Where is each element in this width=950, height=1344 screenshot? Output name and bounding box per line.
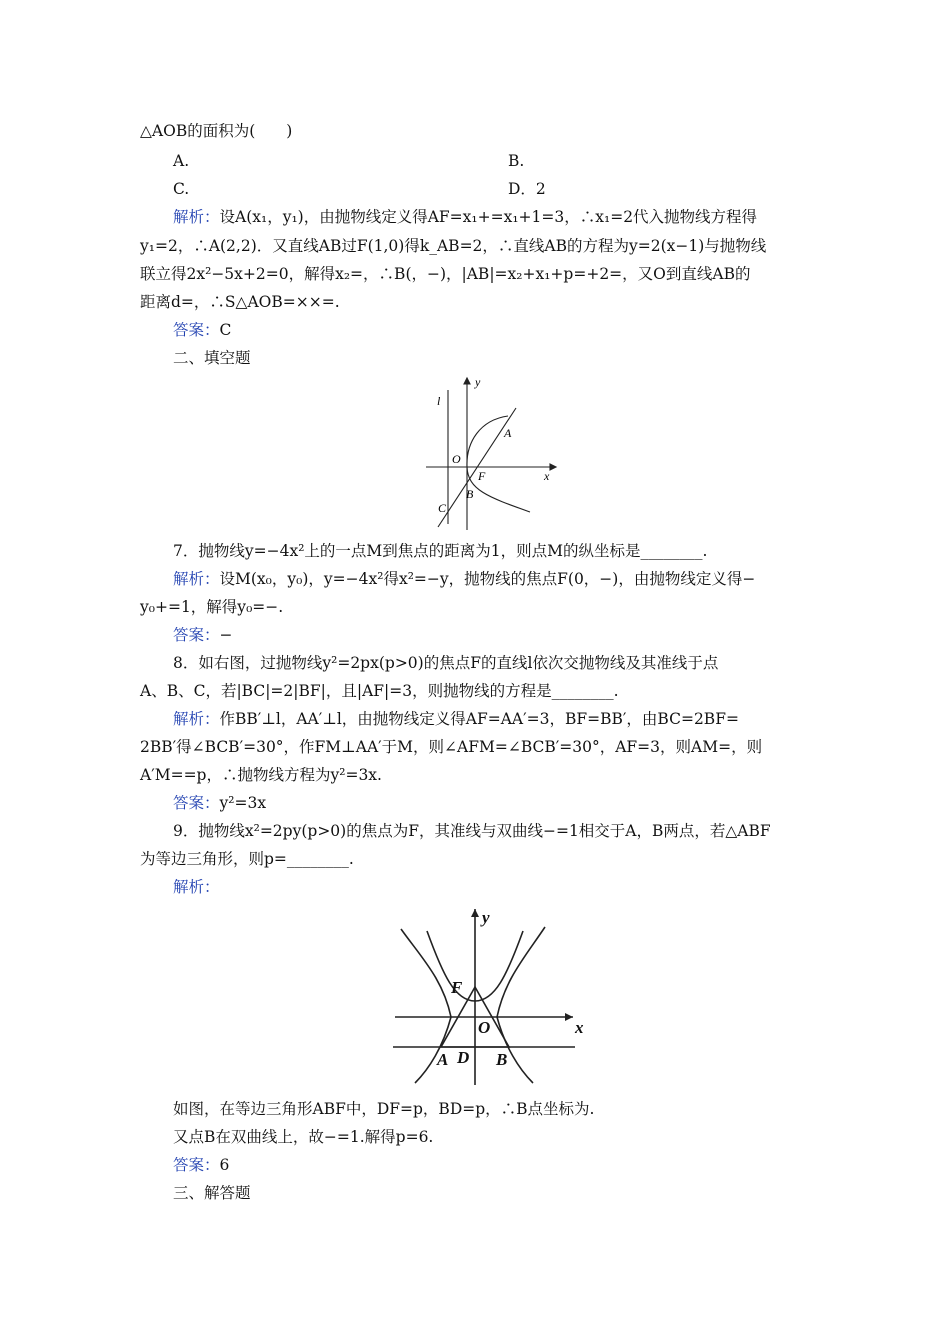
answer-value: − [219,626,233,644]
q8-answer [173,793,266,813]
fig2-label-b: B [496,1050,508,1069]
q6-solution-line-4: 距离d=，∴S△AOB=××=. [140,293,340,311]
q6-solution-line-3: 联立得2x²−5x+2=0，解得x₂=，∴B(，−)，|AB|=x₂+x₁+p=+2=，又O到直线AB的 [140,265,751,283]
fig1-label-b: B [466,487,474,501]
option-b: B. [508,152,525,170]
parabola-figure-1 [418,372,563,532]
question-6-tail: △AOB的面积为( ) [140,122,293,140]
q8-solution-line-3: A′M==p，∴抛物线方程为y²=3x. [140,766,382,784]
q7-solution-text-1: 设M(x₀，y₀)，y=−4x²得x²=−y，抛物线的焦点F(0，−)，由抛物线定义得− [219,570,756,588]
parabola-hyperbola-figure [393,905,593,1090]
answer-value: C [219,321,232,339]
fig1-label-y: y [475,375,481,389]
question-8-stem-2: A、B、C，若|BC|=2|BF|，且|AF|=3，则抛物线的方程是________. [140,682,619,700]
q6-solution-line-1 [173,207,757,227]
option-a: A. [173,152,190,170]
q8-solution-line-2: 2BB′得∠BCB′=30°，作FM⊥AA′于M，则∠AFM=∠BCB′=30°，AF=3，则AM=，则 [140,738,763,756]
fig1-label-l: l [437,394,441,408]
q7-answer [173,625,233,645]
fig2-label-x: x [575,1018,584,1037]
parabola-curve [467,416,530,512]
answer-value: 6 [219,1156,230,1174]
q6-answer [173,320,231,340]
q6-solution-text-1: 设A(x₁，y₁)，由抛物线定义得AF=x₁+=x₁+1=3，∴x₁=2代入抛物线方程得 [219,208,758,226]
answer-label: 答案： [173,1156,220,1174]
answer-label: 答案： [173,794,220,812]
x-axis-arrow [565,1013,573,1021]
fig2-label-d: D [457,1048,470,1067]
q7-solution-line-2: y₀+=1，解得y₀=−. [140,598,284,616]
q6-solution-line-2: y₁=2，∴A(2,2)．又直线AB过F(1,0)得k_AB=2，∴直线AB的方程为y=2(x−1)与抛物线 [140,237,767,255]
q8-solution-line-1 [173,709,739,729]
fig1-label-f: F [478,469,486,483]
solution-label: 解析： [173,208,220,226]
q8-solution-text-1: 作BB′⊥l，AA′⊥l，由抛物线定义得AF=AA′=3，BF=BB′，由BC=2BF= [219,710,739,728]
question-9-stem-2: 为等边三角形，则p=________. [140,850,354,868]
section-heading-solve: 三、解答题 [173,1184,251,1202]
question-9-stem-1: 9．抛物线x²=2py(p>0)的焦点为F，其准线与双曲线−=1相交于A，B两点，若△ABF [173,822,771,840]
fig2-label-a: A [437,1050,449,1069]
y-axis-arrow [464,378,470,384]
answer-value: y²=3x [219,794,267,812]
option-c: C. [173,180,190,198]
answer-label: 答案： [173,321,220,339]
q7-solution-line-1 [173,569,755,589]
q9-solution-label: 解析： [173,878,220,896]
fig1-label-x: x [544,469,550,483]
solution-label: 解析： [173,710,220,728]
fig2-label-o: O [478,1018,491,1037]
fig1-label-o: O [452,452,461,466]
answer-label: 答案： [173,626,220,644]
question-8-stem-1: 8．如右图，过抛物线y²=2px(p>0)的焦点F的直线l依次交抛物线及其准线于点 [173,654,719,672]
x-axis-arrow [550,464,556,470]
solution-label: 解析： [173,570,220,588]
fig1-label-c: C [438,501,447,515]
q9-answer [173,1155,229,1175]
fig2-label-f: F [451,978,463,997]
option-d: D．2 [508,180,546,198]
q9-solution-line-2: 又点B在双曲线上，故−=1.解得p=6. [173,1128,434,1146]
fig1-label-a: A [504,426,512,440]
y-axis-arrow [471,909,479,917]
question-7-stem: 7．抛物线y=−4x²上的一点M到焦点的距离为1，则点M的纵坐标是________. [173,542,708,560]
q9-solution-line-1: 如图，在等边三角形ABF中，DF=p，BD=p，∴B点坐标为. [173,1100,595,1118]
fig2-label-y: y [482,908,490,927]
section-heading-fill-in: 二、填空题 [173,349,251,367]
